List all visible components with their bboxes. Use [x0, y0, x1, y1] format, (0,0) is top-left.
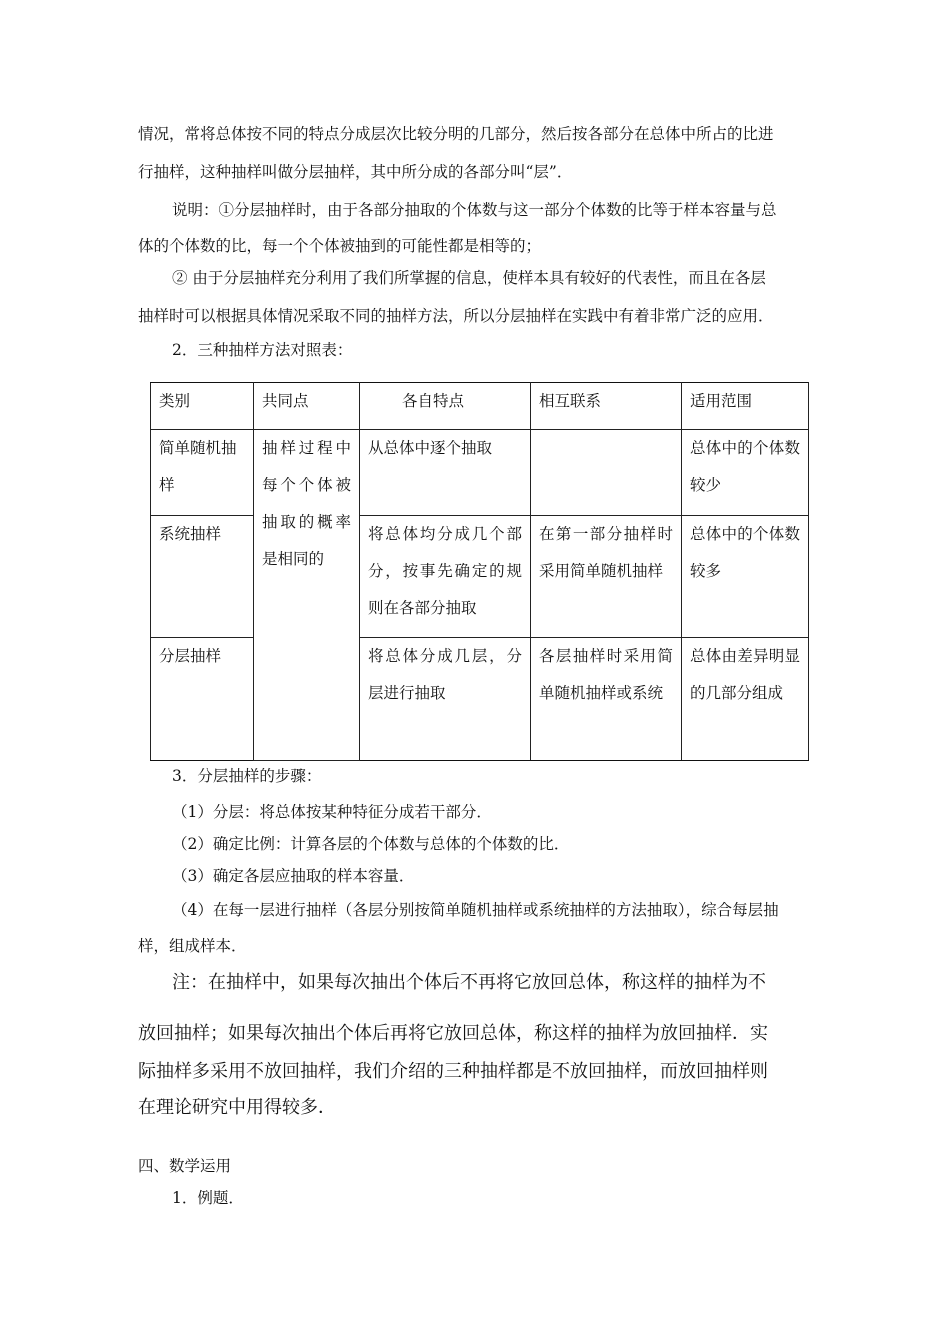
cell-relation: 在第一部分抽样时采用简单随机抽样	[531, 516, 682, 638]
header-feature: 各自特点	[360, 383, 531, 430]
paragraph-line: 体的个体数的比，每一个个体被抽到的可能性都是相等的；	[138, 237, 542, 255]
note-line: 放回抽样；如果每次抽出个体后再将它放回总体，称这样的抽样为放回抽样．实	[138, 1023, 768, 1044]
cell-common: 抽样过程中每个个体被抽取的概率是相同的	[254, 430, 360, 761]
note-line: 注：在抽样中，如果每次抽出个体后不再将它放回总体，称这样的抽样为不	[172, 972, 766, 993]
paragraph-line: 行抽样，这种抽样叫做分层抽样，其中所分成的各部分叫“层”．	[138, 163, 573, 181]
paragraph-line: 情况，常将总体按不同的特点分成层次比较分明的几部分，然后按各部分在总体中所占的比进	[138, 125, 774, 143]
header-scope: 适用范围	[682, 383, 809, 430]
comparison-table	[150, 382, 809, 761]
table-row	[151, 516, 809, 638]
section-heading: 2．三种抽样方法对照表：	[172, 341, 353, 359]
header-relation: 相互联系	[531, 383, 682, 430]
step-item: （3）确定各层应抽取的样本容量．	[172, 867, 415, 885]
cell-relation: 各层抽样时采用简单随机抽样或系统	[531, 638, 682, 761]
step-item: （2）确定比例：计算各层的个体数与总体的个体数的比．	[172, 835, 570, 853]
table-row	[151, 430, 809, 516]
paragraph-line: 说明：①分层抽样时，由于各部分抽取的个体数与这一部分个体数的比等于样本容量与总	[172, 201, 777, 219]
list-item: 1．例题．	[172, 1189, 244, 1207]
note-line: 际抽样多采用不放回抽样，我们介绍的三种抽样都是不放回抽样，而放回抽样则	[138, 1061, 768, 1082]
cell-scope: 总体中的个体数较少	[682, 430, 809, 516]
step-item: （1）分层：将总体按某种特征分成若干部分．	[172, 803, 492, 821]
step-item: （4）在每一层进行抽样（各层分别按简单随机抽样或系统抽样的方法抽取），综合每层抽	[172, 901, 779, 919]
section-heading: 四、数学运用	[138, 1157, 232, 1175]
paragraph-line: ② 由于分层抽样充分利用了我们所掌握的信息，使样本具有较好的代表性，而且在各层	[172, 269, 766, 287]
cell-relation	[531, 430, 682, 516]
cell-feature: 将总体分成几层，分层进行抽取	[360, 638, 531, 761]
header-common: 共同点	[254, 383, 360, 430]
cell-category: 系统抽样	[151, 516, 254, 638]
note-line: 在理论研究中用得较多．	[138, 1097, 336, 1118]
cell-scope: 总体由差异明显的几部分组成	[682, 638, 809, 761]
cell-scope: 总体中的个体数较多	[682, 516, 809, 638]
table-header-row	[151, 383, 809, 430]
header-category: 类别	[151, 383, 254, 430]
cell-feature: 从总体中逐个抽取	[360, 430, 531, 516]
step-item: 样，组成样本．	[138, 937, 247, 955]
cell-category: 简单随机抽样	[151, 430, 254, 516]
paragraph-line: 抽样时可以根据具体情况采取不同的抽样方法，所以分层抽样在实践中有着非常广泛的应用．	[138, 307, 774, 325]
cell-feature: 将总体均分成几个部分，按事先确定的规则在各部分抽取	[360, 516, 531, 638]
cell-category: 分层抽样	[151, 638, 254, 761]
section-heading: 3．分层抽样的步骤：	[172, 767, 322, 785]
table-row	[151, 638, 809, 761]
